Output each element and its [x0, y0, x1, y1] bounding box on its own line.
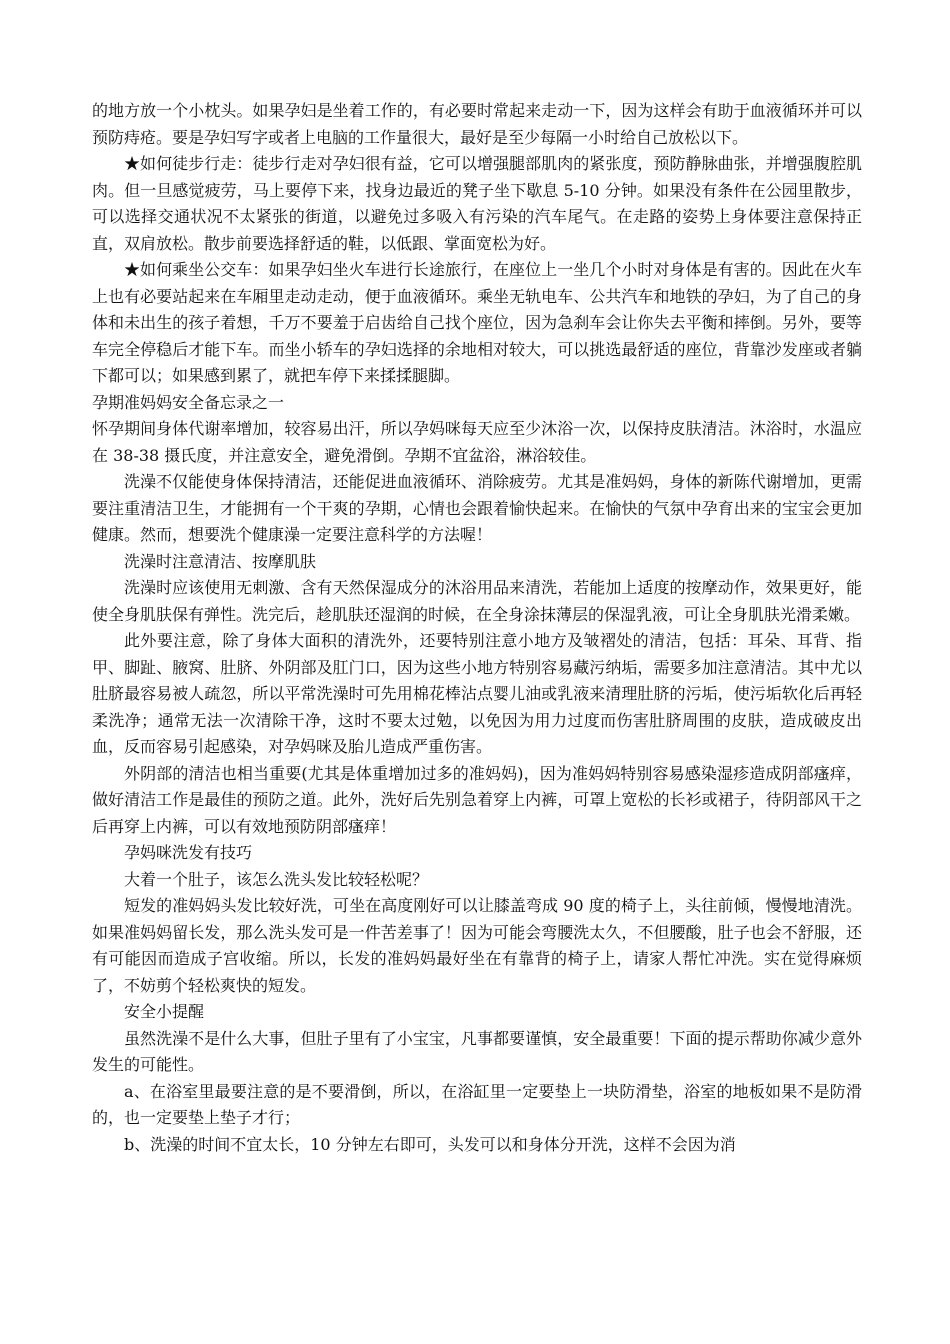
paragraph: 此外要注意，除了身体大面积的清洗外，还要特别注意小地方及皱褶处的清洁，包括：耳朵、耳背、指甲、脚趾、腋窝、肚脐、外阴部及肛门口，因为这些小地方特别容易藏污纳垢，需要多加注意清洁。其中尤以肚脐最容易被人疏忽，所以平常洗澡时可先用棉花棒沾点婴儿油或乳液来清理肚脐的污垢，使污垢软化后再轻柔洗净；通常无法一次清除干净，这时不要太过勉，以免因为用力过度而伤害肚脐周围的皮肤，造成破皮出血，反而容易引起感染，对孕妈咪及胎儿造成严重伤害。: [92, 631, 862, 756]
paragraph: 虽然洗澡不是什么大事，但肚子里有了小宝宝，凡事都要谨慎，安全最重要！下面的提示帮助你减少意外发生的可能性。: [92, 1028, 862, 1074]
paragraph: 洗澡时应该使用无刺激、含有天然保湿成分的沐浴用品来清洗，若能加上适度的按摩动作，效果更好，能使全身肌肤保有弹性。洗完后，趁肌肤还湿润的时候，在全身涂抹薄层的保湿乳液，可让全身肌肤光滑柔嫩。: [92, 578, 862, 624]
document-page: [92, 98, 862, 1158]
paragraph: 怀孕期间身体代谢率增加，较容易出汗，所以孕妈咪每天应至少沐浴一次，以保持皮肤清洁。沐浴时，水温应在 38-38 摄氏度，并注意安全，避免滑倒。孕期不宜盆浴，淋浴较佳。: [92, 419, 862, 465]
paragraph: 洗澡不仅能使身体保持清洁，还能促进血液循环、消除疲劳。尤其是准妈妈，身体的新陈代谢增加，更需要注重清洁卫生，才能拥有一个干爽的孕期，心情也会跟着愉快起来。在愉快的气氛中孕育出来的宝宝会更加健康。然而，想要洗个健康澡一定要注意科学的方法喔！: [92, 472, 862, 544]
list-item: a、在浴室里最要注意的是不要滑倒，所以，在浴缸里一定要垫上一块防滑垫，浴室的地板如果不是防滑的，也一定要垫上垫子才行；: [92, 1081, 862, 1127]
paragraph: ★如何徒步行走：徒步行走对孕妇很有益，它可以增强腿部肌肉的紧张度，预防静脉曲张，并增强腹腔肌肉。但一旦感觉疲劳，马上要停下来，找身边最近的凳子坐下歇息 5-10 分钟。如果没有条件在公园里散步，可以选择交通状况不太紧张的街道，以避免过多吸入有污染的汽车尾气。在走路的姿势上身体要注意保持正直，双肩放松。散步前要选择舒适的鞋，以低跟、掌面宽松为好。: [92, 154, 862, 253]
paragraph: 的地方放一个小枕头。如果孕妇是坐着工作的，有必要时常起来走动一下，因为这样会有助于血液循环并可以预防痔疮。要是孕妇写字或者上电脑的工作量很大，最好是至少每隔一小时给自己放松以下。: [92, 101, 862, 147]
section-heading: 孕期准妈妈安全备忘录之一: [92, 392, 285, 412]
section-heading: 洗澡时注意清洁、按摩肌肤: [124, 551, 317, 571]
paragraph: 外阴部的清洁也相当重要(尤其是体重增加过多的准妈妈)，因为准妈妈特别容易感染湿疹造成阴部瘙痒，做好清洁工作是最佳的预防之道。此外，洗好后先别急着穿上内裤，可罩上宽松的长衫或裙子，待阴部风干之后再穿上内裤，可以有效地预防阴部瘙痒！: [92, 763, 862, 836]
paragraph: 短发的准妈妈头发比较好洗，可坐在高度刚好可以让膝盖弯成 90 度的椅子上，头往前倾，慢慢地清洗。如果准妈妈留长发，那么洗头发可是一件苦差事了！因为可能会弯腰洗太久，不但腰酸，肚子也会不舒服，还有可能因而造成子宫收缩。所以，长发的准妈妈最好坐在有靠背的椅子上，请家人帮忙冲洗。实在觉得麻烦了，不妨剪个轻松爽快的短发。: [92, 896, 862, 995]
list-item: b、洗澡的时间不宜太长，10 分钟左右即可，头发可以和身体分开洗，这样不会因为消: [124, 1134, 736, 1154]
paragraph: 大着一个肚子，该怎么洗头发比较轻松呢？: [124, 869, 429, 889]
paragraph: ★如何乘坐公交车：如果孕妇坐火车进行长途旅行，在座位上一坐几个小时对身体是有害的。因此在火车上也有必要站起来在车厢里走动走动，便于血液循环。乘坐无轨电车、公共汽车和地铁的孕妇，为了自己的身体和未出生的孩子着想，千万不要羞于启齿给自己找个座位，因为急刹车会让你失去平衡和摔倒。另外，要等车完全停稳后才能下车。而坐小轿车的孕妇选择的余地相对较大，可以挑选最舒适的座位，背靠沙发座或者躺下都可以；如果感到累了，就把车停下来揉揉腿脚。: [92, 260, 862, 385]
section-heading: 孕妈咪洗发有技巧: [124, 843, 253, 862]
section-heading: 安全小提醒: [124, 1002, 205, 1021]
